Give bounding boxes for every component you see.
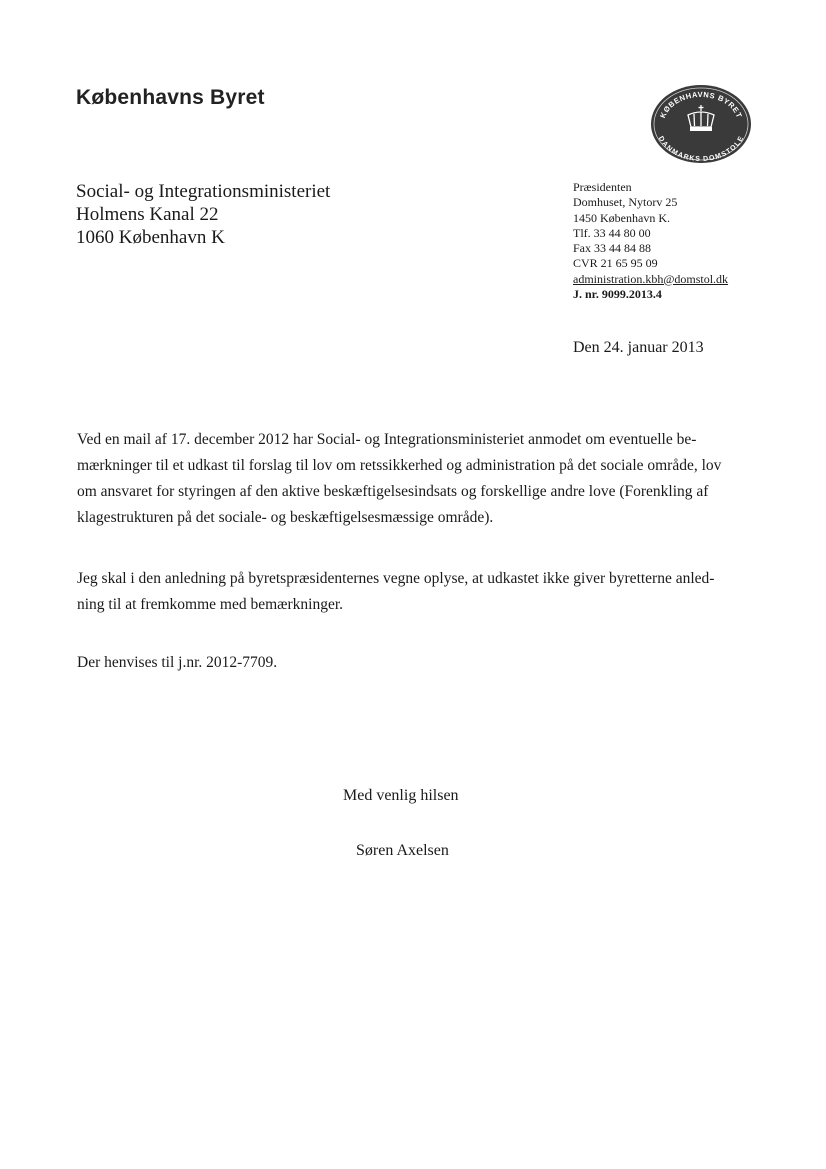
letter-date: Den 24. januar 2013 [573, 339, 704, 356]
signer-name: Søren Axelsen [356, 842, 449, 859]
sender-cvr: CVR 21 65 95 09 [573, 256, 658, 271]
body-paragraph-3 [77, 650, 745, 676]
body-paragraph-2 [77, 566, 745, 618]
paragraph-line: om ansvaret for styringen af den aktive beskæftigelsesindsats og forskellige andre love (Forenkling af [77, 483, 709, 500]
sender-address-line2: 1450 København K. [573, 210, 670, 225]
sender-address-line1: Domhuset, Nytorv 25 [573, 195, 678, 210]
paragraph-line: ning til at fremkomme med bemærkninger. [77, 596, 344, 613]
sender-phone: Tlf. 33 44 80 00 [573, 225, 651, 240]
sender-info [573, 180, 728, 302]
seal-text-bottom: DANMARKS DOMSTOLE [656, 135, 746, 164]
sender-fax: Fax 33 44 84 88 [573, 241, 651, 256]
paragraph-line: klagestrukturen på det sociale- og beskæftigelsesmæssige område). [77, 509, 494, 526]
paragraph-line: Ved en mail af 17. december 2012 har Social- og Integrationsministeriet anmodet om eventuelle be- [77, 431, 697, 448]
body-paragraph-1 [77, 427, 745, 531]
seal-text-top: KØBENHAVNS BYRET [658, 89, 744, 120]
closing-salutation: Med venlig hilsen [343, 787, 459, 804]
paragraph-line: Jeg skal i den anledning på byretspræsidenternes vegne oplyse, at udkastet ikke giver byretterne anled- [77, 570, 715, 587]
recipient-address [76, 180, 330, 249]
paragraph-line: mærkninger til et udkast til forslag til lov om retssikkerhed og administration på det sociale område, lov [77, 457, 722, 474]
court-name: Københavns Byret [76, 86, 265, 109]
recipient-name: Social- og Integrationsministeriet [76, 181, 331, 202]
journal-number: J. nr. 9099.2013.4 [573, 287, 662, 302]
paragraph-line: Der henvises til j.nr. 2012-7709. [77, 654, 278, 671]
sender-email-link[interactable]: administration.kbh@domstol.dk [573, 271, 729, 286]
recipient-street: Holmens Kanal 22 [76, 204, 219, 225]
recipient-city: 1060 København K [76, 227, 225, 248]
sender-title: Præsidenten [573, 180, 632, 194]
court-seal [650, 84, 752, 164]
